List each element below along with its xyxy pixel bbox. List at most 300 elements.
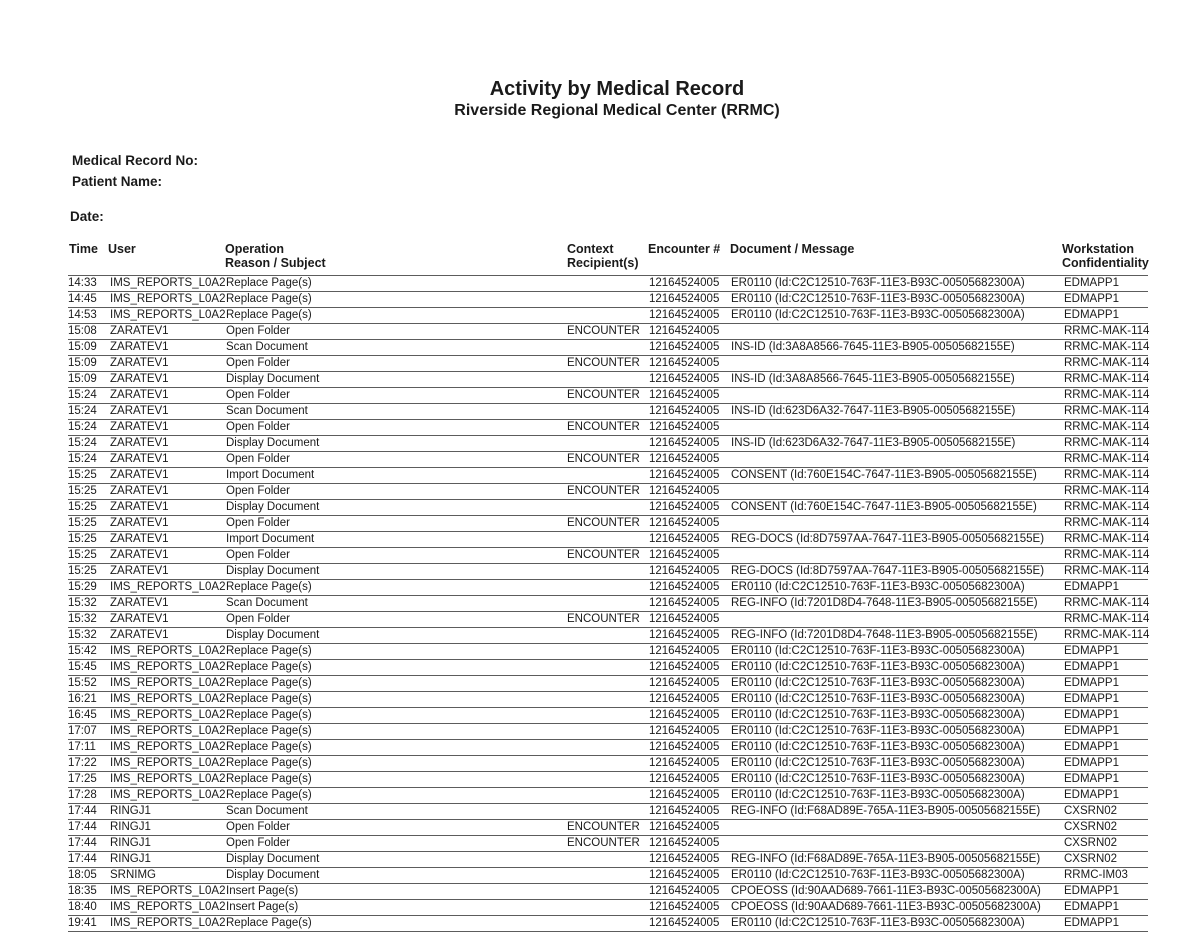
cell-user: ZARATEV1 (110, 565, 169, 577)
cell-encounter: 12164524005 (649, 645, 720, 657)
cell-workstation: CXSRN02 (1064, 837, 1118, 849)
cell-encounter: 12164524005 (649, 757, 720, 769)
cell-workstation: CXSRN02 (1064, 853, 1118, 865)
cell-time: 15:09 (68, 357, 97, 369)
cell-workstation: RRMC-MAK-114 (1064, 389, 1150, 401)
cell-document: ER0110 (Id:C2C12510-763F-11E3-B93C-00505682300A) (731, 277, 1025, 289)
cell-context: ENCOUNTER (567, 389, 640, 401)
cell-time: 15:25 (68, 517, 97, 529)
cell-user: ZARATEV1 (110, 597, 169, 609)
cell-workstation: CXSRN02 (1064, 821, 1118, 833)
cell-user: ZARATEV1 (110, 485, 169, 497)
cell-operation: Replace Page(s) (226, 725, 312, 737)
cell-encounter: 12164524005 (649, 677, 720, 689)
cell-operation: Open Folder (226, 389, 290, 401)
cell-encounter: 12164524005 (649, 597, 720, 609)
cell-operation: Display Document (226, 869, 320, 881)
cell-operation: Open Folder (226, 821, 290, 833)
cell-user: IMS_REPORTS_L0A2 (110, 885, 226, 897)
cell-user: IMS_REPORTS_L0A2 (110, 581, 226, 593)
cell-user: ZARATEV1 (110, 405, 169, 417)
cell-time: 15:32 (68, 629, 97, 641)
cell-document: REG-INFO (Id:F68AD89E-765A-11E3-B905-00505682155E) (731, 805, 1041, 817)
cell-context: ENCOUNTER (567, 453, 640, 465)
report-subtitle: Riverside Regional Medical Center (RRMC) (454, 102, 780, 119)
cell-operation: Replace Page(s) (226, 277, 312, 289)
cell-operation: Replace Page(s) (226, 773, 312, 785)
cell-user: SRNIMG (110, 869, 156, 881)
cell-encounter: 12164524005 (649, 837, 720, 849)
cell-user: ZARATEV1 (110, 325, 169, 337)
date-label: Date: (70, 209, 104, 224)
cell-operation: Insert Page(s) (226, 901, 299, 913)
cell-encounter: 12164524005 (649, 693, 720, 705)
cell-workstation: RRMC-MAK-114 (1064, 613, 1150, 625)
cell-workstation: RRMC-MAK-114 (1064, 437, 1150, 449)
table-row (68, 580, 1148, 596)
cell-user: IMS_REPORTS_L0A2 (110, 645, 226, 657)
table-row (68, 724, 1148, 740)
cell-operation: Open Folder (226, 549, 290, 561)
cell-time: 15:32 (68, 613, 97, 625)
table-row (68, 772, 1148, 788)
medical-record-label: Medical Record No: (72, 153, 199, 168)
cell-document: ER0110 (Id:C2C12510-763F-11E3-B93C-00505682300A) (731, 581, 1025, 593)
table-row (68, 596, 1148, 612)
cell-operation: Import Document (226, 533, 315, 545)
cell-time: 18:35 (68, 885, 97, 897)
cell-encounter: 12164524005 (649, 373, 720, 385)
col-header-workstation-label: Workstation (1062, 242, 1134, 256)
cell-context: ENCOUNTER (567, 357, 640, 369)
cell-workstation: EDMAPP1 (1064, 757, 1119, 769)
col-header-encounter: Encounter # (648, 242, 721, 256)
cell-encounter: 12164524005 (649, 709, 720, 721)
cell-operation: Display Document (226, 629, 320, 641)
cell-context: ENCOUNTER (567, 421, 640, 433)
cell-time: 15:45 (68, 661, 97, 673)
cell-user: IMS_REPORTS_L0A2 (110, 309, 226, 321)
cell-document: ER0110 (Id:C2C12510-763F-11E3-B93C-00505682300A) (731, 917, 1025, 929)
cell-time: 15:25 (68, 501, 97, 513)
table-row (68, 516, 1148, 532)
cell-document: ER0110 (Id:C2C12510-763F-11E3-B93C-00505682300A) (731, 757, 1025, 769)
cell-workstation: EDMAPP1 (1064, 709, 1119, 721)
cell-encounter: 12164524005 (649, 869, 720, 881)
col-header-context (567, 242, 639, 270)
cell-workstation: RRMC-MAK-114 (1064, 533, 1150, 545)
cell-operation: Display Document (226, 853, 320, 865)
cell-time: 16:45 (68, 709, 97, 721)
cell-operation: Replace Page(s) (226, 661, 312, 673)
table-row (68, 564, 1148, 580)
cell-encounter: 12164524005 (649, 789, 720, 801)
cell-workstation: RRMC-MAK-114 (1064, 549, 1150, 561)
cell-workstation: RRMC-MAK-114 (1064, 629, 1150, 641)
cell-time: 18:05 (68, 869, 97, 881)
cell-time: 15:25 (68, 549, 97, 561)
table-row (68, 548, 1148, 564)
cell-context: ENCOUNTER (567, 549, 640, 561)
cell-user: ZARATEV1 (110, 453, 169, 465)
cell-operation: Replace Page(s) (226, 645, 312, 657)
cell-operation: Replace Page(s) (226, 293, 312, 305)
table-row (68, 452, 1148, 468)
cell-user: ZARATEV1 (110, 341, 169, 353)
cell-time: 15:42 (68, 645, 97, 657)
cell-time: 15:24 (68, 421, 97, 433)
cell-time: 17:11 (68, 741, 96, 753)
cell-encounter: 12164524005 (649, 821, 720, 833)
table-row (68, 404, 1148, 420)
cell-time: 17:44 (68, 805, 97, 817)
cell-encounter: 12164524005 (649, 629, 720, 641)
col-header-workstation-sub: Confidentiality (1062, 256, 1149, 270)
cell-workstation: EDMAPP1 (1064, 917, 1119, 929)
cell-user: IMS_REPORTS_L0A2 (110, 901, 226, 913)
cell-document: INS-ID (Id:623D6A32-7647-11E3-B905-00505682155E) (731, 405, 1016, 417)
cell-operation: Replace Page(s) (226, 309, 312, 321)
cell-encounter: 12164524005 (649, 741, 720, 753)
col-header-time: Time (69, 242, 98, 256)
cell-encounter: 12164524005 (649, 805, 720, 817)
cell-user: IMS_REPORTS_L0A2 (110, 661, 226, 673)
cell-operation: Display Document (226, 501, 320, 513)
cell-user: RINGJ1 (110, 821, 151, 833)
cell-context: ENCOUNTER (567, 485, 640, 497)
cell-user: ZARATEV1 (110, 629, 169, 641)
table-row (68, 900, 1148, 916)
cell-operation: Open Folder (226, 453, 290, 465)
table-row (68, 275, 1148, 292)
cell-operation: Replace Page(s) (226, 741, 312, 753)
cell-operation: Replace Page(s) (226, 677, 312, 689)
table-row (68, 500, 1148, 516)
cell-workstation: CXSRN02 (1064, 805, 1118, 817)
cell-time: 15:09 (68, 373, 97, 385)
cell-workstation: EDMAPP1 (1064, 677, 1119, 689)
table-row (68, 820, 1148, 836)
cell-user: IMS_REPORTS_L0A2 (110, 917, 226, 929)
cell-operation: Open Folder (226, 421, 290, 433)
cell-context: ENCOUNTER (567, 837, 640, 849)
cell-encounter: 12164524005 (649, 533, 720, 545)
cell-workstation: RRMC-MAK-114 (1064, 453, 1150, 465)
cell-document: ER0110 (Id:C2C12510-763F-11E3-B93C-00505682300A) (731, 709, 1025, 721)
cell-document: ER0110 (Id:C2C12510-763F-11E3-B93C-00505682300A) (731, 725, 1025, 737)
cell-encounter: 12164524005 (649, 325, 720, 337)
cell-document: CPOEOSS (Id:90AAD689-7661-11E3-B93C-00505682300A) (731, 885, 1041, 897)
cell-context: ENCOUNTER (567, 325, 640, 337)
cell-operation: Scan Document (226, 341, 308, 353)
cell-time: 17:07 (68, 725, 97, 737)
cell-document: CPOEOSS (Id:90AAD689-7661-11E3-B93C-00505682300A) (731, 901, 1041, 913)
cell-workstation: RRMC-MAK-114 (1064, 565, 1150, 577)
cell-user: IMS_REPORTS_L0A2 (110, 741, 226, 753)
cell-time: 14:33 (68, 277, 97, 289)
cell-document: INS-ID (Id:3A8A8566-7645-11E3-B905-00505682155E) (731, 373, 1015, 385)
cell-operation: Import Document (226, 469, 315, 481)
cell-time: 15:24 (68, 437, 97, 449)
table-row (68, 868, 1148, 884)
cell-encounter: 12164524005 (649, 613, 720, 625)
cell-operation: Open Folder (226, 613, 290, 625)
cell-encounter: 12164524005 (649, 853, 720, 865)
col-header-document: Document / Message (730, 242, 855, 256)
cell-time: 17:22 (68, 757, 97, 769)
cell-user: ZARATEV1 (110, 549, 169, 561)
cell-user: ZARATEV1 (110, 373, 169, 385)
cell-time: 17:44 (68, 821, 97, 833)
cell-user: ZARATEV1 (110, 389, 169, 401)
report-header (0, 78, 1200, 121)
cell-time: 18:40 (68, 901, 97, 913)
cell-operation: Replace Page(s) (226, 789, 312, 801)
cell-workstation: RRMC-MAK-114 (1064, 517, 1150, 529)
cell-encounter: 12164524005 (649, 901, 720, 913)
cell-operation: Replace Page(s) (226, 757, 312, 769)
cell-encounter: 12164524005 (649, 885, 720, 897)
cell-user: ZARATEV1 (110, 437, 169, 449)
cell-user: IMS_REPORTS_L0A2 (110, 693, 226, 705)
table-row (68, 644, 1148, 660)
cell-workstation: RRMC-MAK-114 (1064, 373, 1150, 385)
cell-context: ENCOUNTER (567, 821, 640, 833)
cell-time: 15:24 (68, 453, 97, 465)
cell-encounter: 12164524005 (649, 469, 720, 481)
cell-encounter: 12164524005 (649, 501, 720, 513)
cell-encounter: 12164524005 (649, 309, 720, 321)
table-row (68, 308, 1148, 324)
cell-operation: Replace Page(s) (226, 917, 312, 929)
table-row (68, 324, 1148, 340)
cell-user: RINGJ1 (110, 853, 151, 865)
report-title: Activity by Medical Record (489, 78, 745, 100)
cell-context: ENCOUNTER (567, 613, 640, 625)
table-row (68, 676, 1148, 692)
cell-workstation: RRMC-MAK-114 (1064, 405, 1150, 417)
cell-workstation: EDMAPP1 (1064, 693, 1119, 705)
cell-time: 15:24 (68, 405, 97, 417)
cell-time: 16:21 (68, 693, 97, 705)
cell-user: IMS_REPORTS_L0A2 (110, 757, 226, 769)
cell-user: RINGJ1 (110, 837, 151, 849)
table-row (68, 692, 1148, 708)
cell-time: 17:44 (68, 837, 97, 849)
col-header-context-label: Context (567, 242, 614, 256)
cell-workstation: EDMAPP1 (1064, 725, 1119, 737)
cell-document: REG-INFO (Id:7201D8D4-7648-11E3-B905-00505682155E) (731, 597, 1038, 609)
cell-encounter: 12164524005 (649, 341, 720, 353)
cell-operation: Replace Page(s) (226, 709, 312, 721)
cell-workstation: EDMAPP1 (1064, 581, 1119, 593)
cell-time: 15:08 (68, 325, 97, 337)
cell-document: ER0110 (Id:C2C12510-763F-11E3-B93C-00505682300A) (731, 869, 1025, 881)
cell-time: 15:25 (68, 485, 97, 497)
col-header-user: User (108, 242, 136, 256)
table-row (68, 836, 1148, 852)
cell-time: 15:25 (68, 533, 97, 545)
cell-workstation: EDMAPP1 (1064, 661, 1119, 673)
cell-user: IMS_REPORTS_L0A2 (110, 277, 226, 289)
cell-workstation: EDMAPP1 (1064, 277, 1119, 289)
cell-time: 17:44 (68, 853, 97, 865)
cell-time: 14:53 (68, 309, 97, 321)
col-header-operation-label: Operation (225, 242, 285, 256)
cell-time: 15:52 (68, 677, 97, 689)
cell-time: 15:25 (68, 469, 97, 481)
table-row (68, 740, 1148, 756)
cell-time: 15:29 (68, 581, 97, 593)
cell-document: REG-DOCS (Id:8D7597AA-7647-11E3-B905-00505682155E) (731, 533, 1045, 545)
cell-user: RINGJ1 (110, 805, 151, 817)
cell-workstation: EDMAPP1 (1064, 741, 1119, 753)
cell-user: IMS_REPORTS_L0A2 (110, 677, 226, 689)
cell-encounter: 12164524005 (649, 453, 720, 465)
cell-workstation: RRMC-MAK-114 (1064, 469, 1150, 481)
cell-workstation: RRMC-MAK-114 (1064, 357, 1150, 369)
cell-encounter: 12164524005 (649, 421, 720, 433)
table-row (68, 484, 1148, 500)
activity-table (68, 275, 1148, 932)
table-row (68, 388, 1148, 404)
cell-user: ZARATEV1 (110, 517, 169, 529)
cell-document: REG-INFO (Id:7201D8D4-7648-11E3-B905-00505682155E) (731, 629, 1038, 641)
cell-encounter: 12164524005 (649, 661, 720, 673)
table-row (68, 292, 1148, 308)
cell-workstation: EDMAPP1 (1064, 885, 1119, 897)
col-header-context-sub: Recipient(s) (567, 256, 639, 270)
table-row (68, 628, 1148, 644)
cell-user: IMS_REPORTS_L0A2 (110, 725, 226, 737)
cell-operation: Replace Page(s) (226, 693, 312, 705)
cell-user: IMS_REPORTS_L0A2 (110, 709, 226, 721)
cell-user: ZARATEV1 (110, 469, 169, 481)
cell-encounter: 12164524005 (649, 293, 720, 305)
cell-encounter: 12164524005 (649, 581, 720, 593)
cell-time: 15:09 (68, 341, 97, 353)
cell-time: 19:41 (68, 917, 97, 929)
patient-name-label: Patient Name: (72, 174, 163, 189)
cell-workstation: RRMC-IM03 (1064, 869, 1128, 881)
cell-workstation: RRMC-MAK-114 (1064, 597, 1150, 609)
cell-encounter: 12164524005 (649, 773, 720, 785)
cell-encounter: 12164524005 (649, 725, 720, 737)
col-header-operation (225, 242, 326, 270)
cell-document: ER0110 (Id:C2C12510-763F-11E3-B93C-00505682300A) (731, 693, 1025, 705)
col-header-workstation (1062, 242, 1149, 270)
cell-document: ER0110 (Id:C2C12510-763F-11E3-B93C-00505682300A) (731, 309, 1025, 321)
table-row (68, 756, 1148, 772)
cell-time: 14:45 (68, 293, 97, 305)
cell-time: 17:28 (68, 789, 97, 801)
cell-time: 15:32 (68, 597, 97, 609)
cell-user: ZARATEV1 (110, 421, 169, 433)
cell-operation: Scan Document (226, 405, 308, 417)
table-row (68, 468, 1148, 484)
cell-time: 15:25 (68, 565, 97, 577)
cell-encounter: 12164524005 (649, 517, 720, 529)
cell-time: 17:25 (68, 773, 97, 785)
cell-operation: Open Folder (226, 485, 290, 497)
cell-workstation: RRMC-MAK-114 (1064, 421, 1150, 433)
cell-operation: Open Folder (226, 517, 290, 529)
table-row (68, 612, 1148, 628)
table-row (68, 356, 1148, 372)
table-row (68, 804, 1148, 820)
table-row (68, 436, 1148, 452)
cell-user: IMS_REPORTS_L0A2 (110, 773, 226, 785)
cell-workstation: RRMC-MAK-114 (1064, 501, 1150, 513)
table-row (68, 532, 1148, 548)
cell-workstation: EDMAPP1 (1064, 773, 1119, 785)
cell-document: CONSENT (Id:760E154C-7647-11E3-B905-00505682155E) (731, 501, 1037, 513)
cell-workstation: EDMAPP1 (1064, 901, 1119, 913)
cell-operation: Scan Document (226, 805, 308, 817)
cell-document: ER0110 (Id:C2C12510-763F-11E3-B93C-00505682300A) (731, 773, 1025, 785)
cell-document: ER0110 (Id:C2C12510-763F-11E3-B93C-00505682300A) (731, 645, 1025, 657)
cell-document: CONSENT (Id:760E154C-7647-11E3-B905-00505682155E) (731, 469, 1037, 481)
cell-workstation: RRMC-MAK-114 (1064, 485, 1150, 497)
cell-user: ZARATEV1 (110, 357, 169, 369)
table-row (68, 660, 1148, 676)
cell-operation: Scan Document (226, 597, 308, 609)
cell-document: INS-ID (Id:623D6A32-7647-11E3-B905-00505682155E) (731, 437, 1016, 449)
table-row (68, 884, 1148, 900)
cell-encounter: 12164524005 (649, 437, 720, 449)
cell-document: REG-DOCS (Id:8D7597AA-7647-11E3-B905-00505682155E) (731, 565, 1045, 577)
cell-document: INS-ID (Id:3A8A8566-7645-11E3-B905-00505682155E) (731, 341, 1015, 353)
cell-encounter: 12164524005 (649, 357, 720, 369)
cell-encounter: 12164524005 (649, 389, 720, 401)
cell-context: ENCOUNTER (567, 517, 640, 529)
cell-operation: Display Document (226, 373, 320, 385)
cell-time: 15:24 (68, 389, 97, 401)
cell-document: REG-INFO (Id:F68AD89E-765A-11E3-B905-00505682155E) (731, 853, 1041, 865)
table-row (68, 852, 1148, 868)
cell-encounter: 12164524005 (649, 917, 720, 929)
cell-document: ER0110 (Id:C2C12510-763F-11E3-B93C-00505682300A) (731, 661, 1025, 673)
cell-operation: Insert Page(s) (226, 885, 299, 897)
table-row (68, 916, 1148, 932)
table-row (68, 340, 1148, 356)
table-row (68, 420, 1148, 436)
cell-operation: Open Folder (226, 837, 290, 849)
cell-operation: Replace Page(s) (226, 581, 312, 593)
cell-document: ER0110 (Id:C2C12510-763F-11E3-B93C-00505682300A) (731, 677, 1025, 689)
cell-encounter: 12164524005 (649, 565, 720, 577)
cell-document: ER0110 (Id:C2C12510-763F-11E3-B93C-00505682300A) (731, 741, 1025, 753)
table-row (68, 788, 1148, 804)
cell-operation: Open Folder (226, 357, 290, 369)
table-row (68, 708, 1148, 724)
cell-encounter: 12164524005 (649, 549, 720, 561)
cell-operation: Display Document (226, 565, 320, 577)
cell-encounter: 12164524005 (649, 277, 720, 289)
cell-user: ZARATEV1 (110, 613, 169, 625)
cell-workstation: EDMAPP1 (1064, 309, 1119, 321)
cell-user: ZARATEV1 (110, 501, 169, 513)
cell-user: IMS_REPORTS_L0A2 (110, 293, 226, 305)
cell-encounter: 12164524005 (649, 405, 720, 417)
cell-user: IMS_REPORTS_L0A2 (110, 789, 226, 801)
cell-operation: Display Document (226, 437, 320, 449)
cell-operation: Open Folder (226, 325, 290, 337)
cell-workstation: RRMC-MAK-114 (1064, 341, 1150, 353)
table-row (68, 372, 1148, 388)
cell-user: ZARATEV1 (110, 533, 169, 545)
cell-workstation: EDMAPP1 (1064, 789, 1119, 801)
